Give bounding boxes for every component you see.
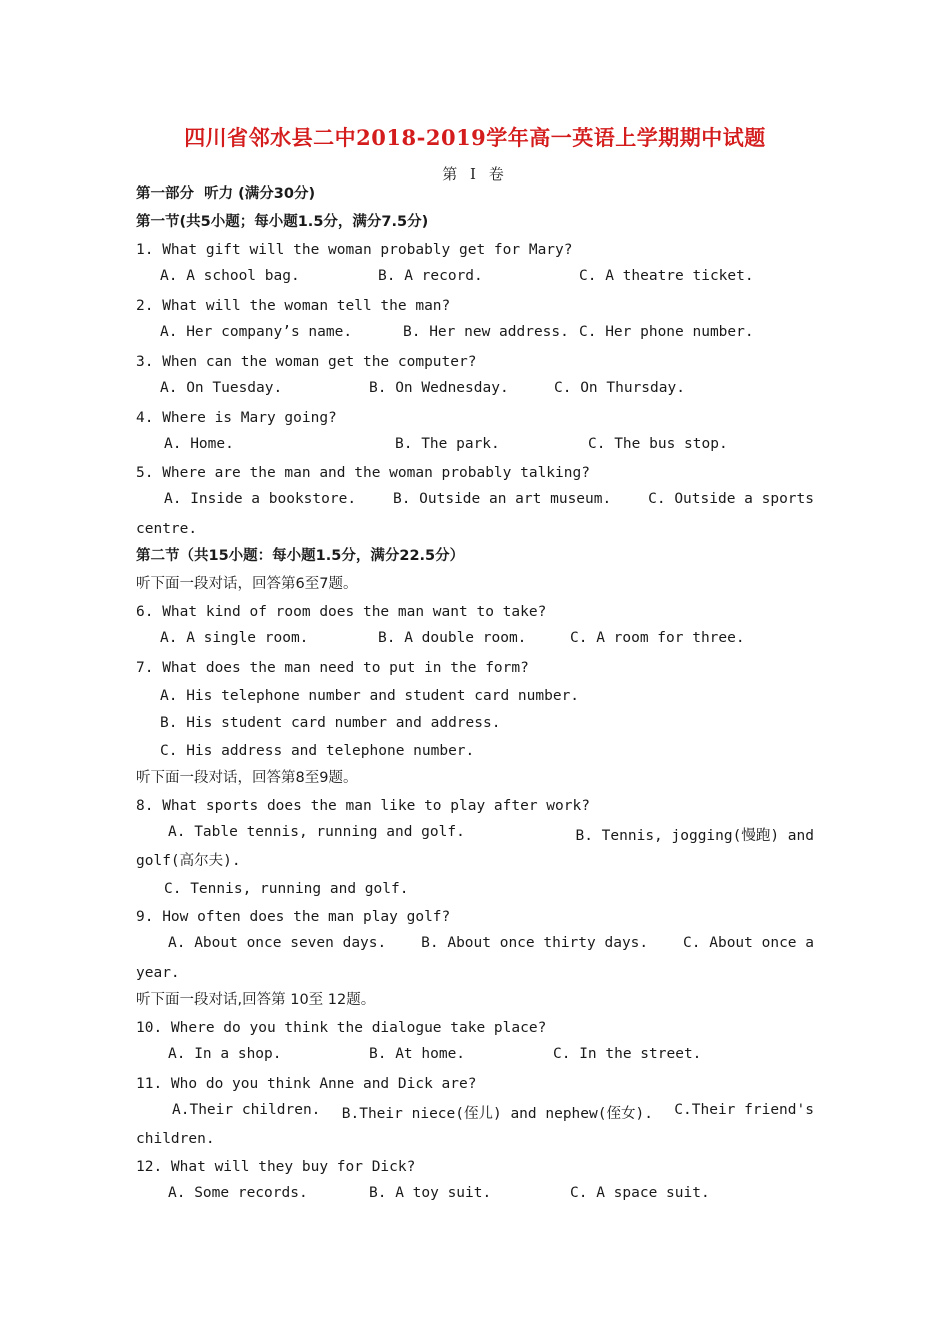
q12-option-b: B. A toy suit. <box>369 1185 492 1201</box>
q12-option-a: A. Some records. <box>168 1185 308 1201</box>
q1-option-a: A. A school bag. <box>160 268 300 284</box>
question-11: 11. Who do you think Anne and Dick are? <box>136 1076 477 1092</box>
section1-heading: 第一节(共5小题；每小题1.5分，满分7.5分) <box>136 214 429 230</box>
q3-option-c: C. On Thursday. <box>554 380 685 396</box>
instruction-8-9: 听下面一段对话，回答第8至9题。 <box>136 770 358 786</box>
q11-option-c-continuation: children. <box>136 1131 215 1147</box>
q8-option-b-continuation: golf(高尔夫). <box>136 853 241 869</box>
question-3: 3. When can the woman get the computer? <box>136 354 477 370</box>
q11-option-a: A.Their children. <box>172 1102 321 1118</box>
q2-options <box>160 324 810 344</box>
q7-option-c: C. His address and telephone number. <box>160 743 475 759</box>
q12-options <box>168 1185 818 1205</box>
q7-option-b: B. His student card number and address. <box>160 715 501 731</box>
q5-option-c-continuation: centre. <box>136 521 198 537</box>
q1-option-b: B. A record. <box>378 268 483 284</box>
q8-option-c: C. Tennis, running and golf. <box>164 881 409 897</box>
part1-heading: 第一部分 听力 (满分30分) <box>136 186 316 202</box>
question-5: 5. Where are the man and the woman probably talking? <box>136 465 590 481</box>
q9-option-c: C. About once a <box>683 935 814 951</box>
q5-option-c: C. Outside a sports <box>648 491 814 507</box>
q12-option-c: C. A space suit. <box>570 1185 710 1201</box>
question-8: 8. What sports does the man like to play after work? <box>136 798 590 814</box>
q2-option-c: C. Her phone number. <box>579 324 754 340</box>
q9-option-b: B. About once thirty days. <box>421 935 649 951</box>
q9-option-a: A. About once seven days. <box>168 935 387 951</box>
q4-option-b: B. The park. <box>395 436 500 452</box>
q5-options <box>164 491 814 511</box>
question-12: 12. What will they buy for Dick? <box>136 1159 416 1175</box>
q6-option-b: B. A double room. <box>378 630 527 646</box>
q5-option-a: A. Inside a bookstore. <box>164 491 357 507</box>
instruction-6-7: 听下面一段对话，回答第6至7题。 <box>136 576 358 592</box>
q11-options <box>172 1102 814 1122</box>
q10-options <box>168 1046 818 1066</box>
instruction-10-12: 听下面一段对话,回答第 10至 12题。 <box>136 992 376 1008</box>
section2-heading: 第二节（共15小题：每小题1.5分，满分22.5分） <box>136 548 465 564</box>
q11-option-c: C.Their friend's <box>674 1102 814 1118</box>
q6-option-a: A. A single room. <box>160 630 309 646</box>
q1-options <box>160 268 810 288</box>
volume-label: 第 I 卷 <box>442 165 508 183</box>
q5-option-b: B. Outside an art museum. <box>392 491 612 507</box>
q7-option-a: A. His telephone number and student card number. <box>160 688 580 704</box>
q6-option-c: C. A room for three. <box>570 630 745 646</box>
exam-title: 四川省邻水县二中2018-2019学年高一英语上学期期中试题 <box>184 125 766 150</box>
q10-option-a: A. In a shop. <box>168 1046 282 1062</box>
q6-options <box>160 630 810 650</box>
q3-option-b: B. On Wednesday. <box>369 380 509 396</box>
q4-options <box>164 436 814 456</box>
q9-options <box>168 935 814 955</box>
q1-option-c: C. A theatre ticket. <box>579 268 754 284</box>
q3-options <box>160 380 810 400</box>
question-10: 10. Where do you think the dialogue take place? <box>136 1020 547 1036</box>
question-2: 2. What will the woman tell the man? <box>136 298 451 314</box>
q11-option-b: B.Their niece(侄儿) and nephew(侄女). <box>341 1106 653 1122</box>
q10-option-c: C. In the street. <box>553 1046 702 1062</box>
q8-options <box>168 824 814 844</box>
q2-option-b: B. Her new address. <box>403 324 569 340</box>
q4-option-c: C. The bus stop. <box>588 436 728 452</box>
q8-option-a: A. Table tennis, running and golf. <box>168 824 465 840</box>
q2-option-a: A. Her company’s name. <box>160 324 353 340</box>
q10-option-b: B. At home. <box>369 1046 466 1062</box>
question-9: 9. How often does the man play golf? <box>136 909 451 925</box>
q4-option-a: A. Home. <box>164 436 234 452</box>
q3-option-a: A. On Tuesday. <box>160 380 283 396</box>
question-7: 7. What does the man need to put in the form? <box>136 660 529 676</box>
question-4: 4. Where is Mary going? <box>136 410 337 426</box>
question-6: 6. What kind of room does the man want to take? <box>136 604 547 620</box>
q9-option-c-continuation: year. <box>136 965 180 981</box>
q8-option-b: B. Tennis, jogging(慢跑) and <box>575 828 814 844</box>
question-1: 1. What gift will the woman probably get for Mary? <box>136 242 573 258</box>
